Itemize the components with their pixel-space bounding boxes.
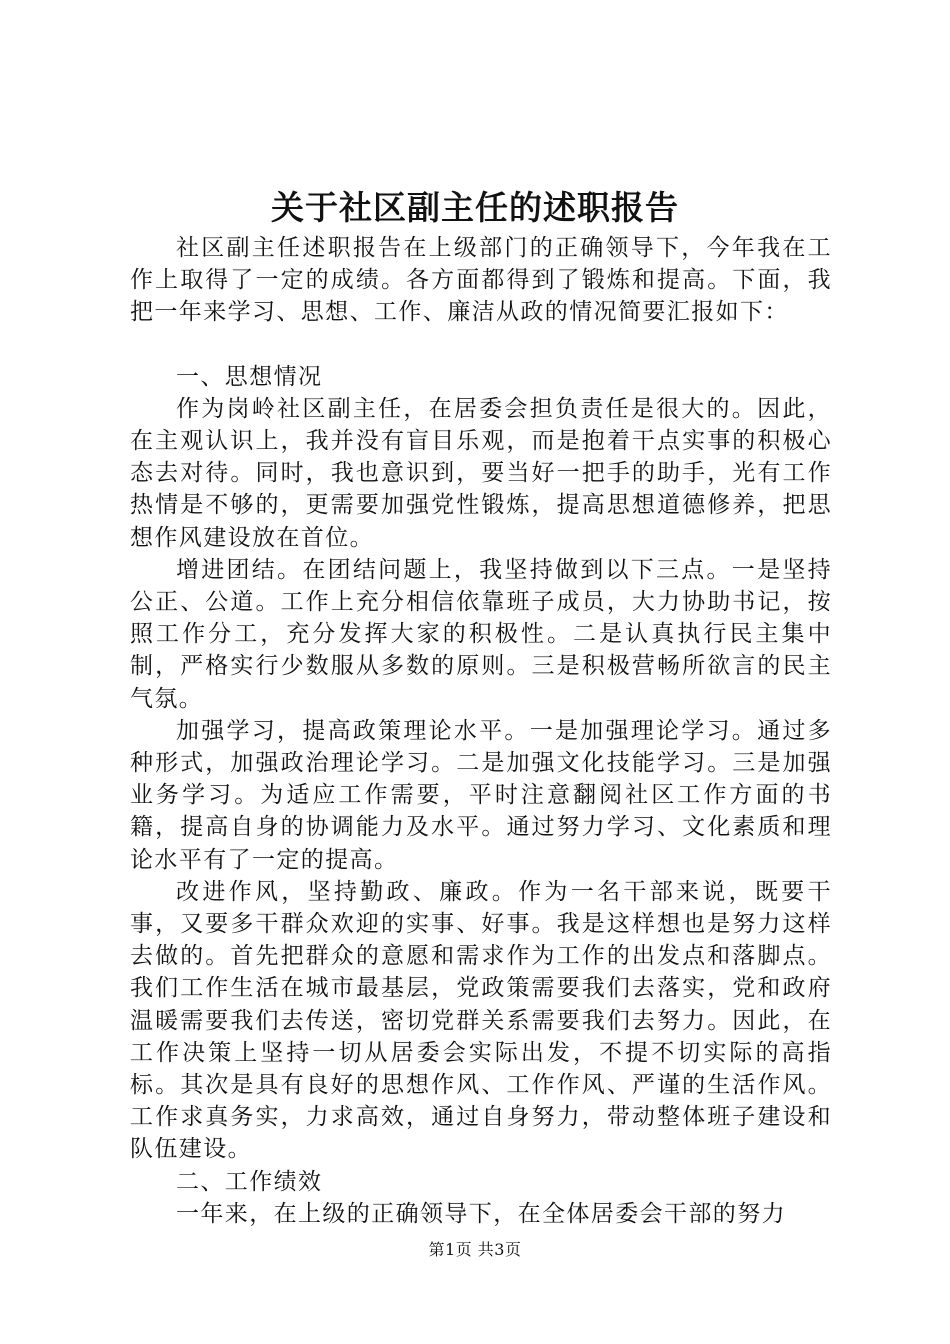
body-paragraph: 增进团结。在团结问题上，我坚持做到以下三点。一是坚持公正、公道。工作上充分相信依靠班子成员，大力协助书记，按照工作分工，充分发挥大家的积极性。二是认真执行民主集中制，严格实行少数服从多数的原则。三是积极营畅所欲言的民主气氛。 bbox=[130, 556, 832, 712]
document-title: 关于社区副主任的述职报告 bbox=[271, 188, 679, 227]
body-paragraph: 加强学习，提高政策理论水平。一是加强理论学习。通过多种形式，加强政治理论学习。二是加强文化技能学习。三是加强业务学习。为适应工作需要，平时注意翻阅社区工作方面的书籍，提高自身的协调能力及水平。通过努力学习、文化素质和理论水平有了一定的提高。 bbox=[130, 717, 832, 873]
section-heading-thought: 一、思想情况 bbox=[176, 363, 323, 390]
intro-paragraph: 社区副主任述职报告在上级部门的正确领导下，今年我在工作上取得了一定的成绩。各方面都得到了锻炼和提高。下面，我把一年来学习、思想、工作、廉洁从政的情况简要汇报如下： bbox=[130, 235, 832, 326]
page-number: 第1页 共3页 bbox=[428, 1240, 522, 1259]
body-paragraph: 改进作风，坚持勤政、廉政。作为一名干部来说，既要干事，又要多干群众欢迎的实事、好事。我是这样想也是努力这样去做的。首先把群众的意愿和需求作为工作的出发点和落脚点。我们工作生活在城市最基层，党政策需要我们去落实，党和政府温暖需要我们去传送，密切党群关系需要我们去努力。因此，在工作决策上坚持一切从居委会实际出发，不提不切实际的高指标。其次是具有良好的思想作风、工作作风、严谨的生活作风。工作求真务实，力求高效，通过自身努力，带动整体班子建设和队伍建设。 bbox=[130, 878, 832, 1163]
paragraph-spacer bbox=[130, 329, 832, 361]
section-heading-performance: 二、工作绩效 bbox=[176, 1168, 323, 1195]
body-paragraph: 一年来，在上级的正确领导下，在全体居委会干部的努力 bbox=[176, 1200, 786, 1227]
document-body bbox=[130, 232, 832, 1230]
body-paragraph: 作为岗岭社区副主任，在居委会担负责任是很大的。因此，在主观认识上，我并没有盲目乐观，而是抱着干点实事的积极心态去对待。同时，我也意识到，要当好一把手的助手，光有工作热情是不够的，更需要加强党性锻炼，提高思想道德修养，把思想作风建设放在首位。 bbox=[130, 395, 832, 551]
